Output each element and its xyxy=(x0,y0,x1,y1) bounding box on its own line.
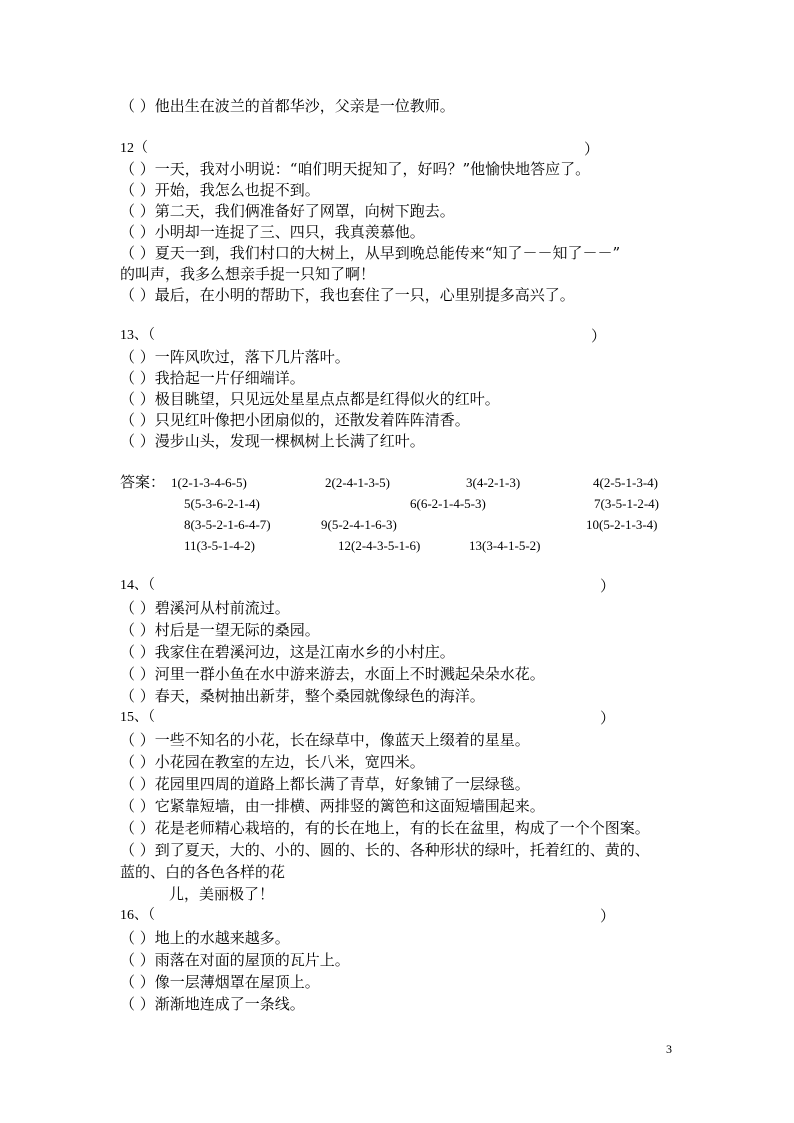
q12-item: （ ）第二天，我们俩准备好了网罩，向树下跑去。 xyxy=(120,202,455,220)
q14-item: （ ）村后是一望无际的桑园。 xyxy=(120,621,320,639)
q12-close-paren: ） xyxy=(584,140,600,158)
answer-item: 5(5-3-6-2-1-4) xyxy=(184,496,260,511)
q15-item: 蓝的、白的各色各样的花 xyxy=(120,863,286,881)
q12-item: （ ）小明却一连捉了三、四只，我真羡慕他。 xyxy=(120,223,425,241)
q15-item: （ ）到了夏天，大的、小的、圆的、长的、各种形状的绿叶，托着红的、黄的、 xyxy=(120,841,650,859)
answers-label: 答案： xyxy=(120,473,166,491)
answer-item: 12(2-4-3-5-1-6) xyxy=(338,538,421,553)
q16-item: （ ）像一层薄烟罩在屋顶上。 xyxy=(120,973,320,991)
answer-item: 4(2-5-1-3-4) xyxy=(593,475,658,490)
answer-item: 13(3-4-1-5-2) xyxy=(469,538,541,553)
q15-item: 儿，美丽极了！ xyxy=(169,885,275,903)
q15-item: （ ）花园里四周的道路上都长满了青草，好象铺了一层绿毯。 xyxy=(120,775,530,793)
intro-line: （ ）他出生在波兰的首都华沙，父亲是一位教师。 xyxy=(120,97,455,115)
answer-item: 10(5-2-1-3-4) xyxy=(586,517,658,532)
q12-item: （ ）开始，我怎么也捉不到。 xyxy=(120,181,320,199)
q14-item: （ ）碧溪河从村前流过。 xyxy=(120,599,290,617)
q16-item: （ ）地上的水越来越多。 xyxy=(120,929,290,947)
q12-item: （ ）一天，我对小明说：“咱们明天捉知了，好吗？”他愉快地答应了。 xyxy=(120,160,591,178)
q14-item: （ ）我家住在碧溪河边，这是江南水乡的小村庄。 xyxy=(120,643,455,661)
q13-item: （ ）我拾起一片仔细端详。 xyxy=(120,369,305,387)
answer-item: 3(4-2-1-3) xyxy=(466,475,521,490)
answer-item: 8(3-5-2-1-6-4-7) xyxy=(184,517,271,532)
q13-item: （ ）漫步山头，发现一棵枫树上长满了红叶。 xyxy=(120,432,425,450)
q16-item: （ ）渐渐地连成了一条线。 xyxy=(120,995,305,1013)
answer-item: 7(3-5-1-2-4) xyxy=(594,496,659,511)
q12-item: 的叫声，我多么想亲手捉一只知了啊！ xyxy=(120,265,376,283)
answer-item: 11(3-5-1-4-2) xyxy=(184,538,255,553)
q15-item: （ ）小花园在教室的左边，长八米，宽四米。 xyxy=(120,753,425,771)
q14-close-paren: ） xyxy=(600,577,616,595)
q16-item: （ ）雨落在对面的屋顶的瓦片上。 xyxy=(120,951,350,969)
q15-label: 15、（ xyxy=(120,710,155,725)
q15-item: （ ）花是老师精心栽培的，有的长在地上，有的长在盆里，构成了一个个图案。 xyxy=(120,819,650,837)
q13-item: （ ）只见红叶像把小团扇似的，还散发着阵阵清香。 xyxy=(120,411,470,429)
q12-item: （ ）夏天一到，我们村口的大树上，从早到晚总能传来“知了－－知了－－” xyxy=(120,244,621,262)
q13-label: 13、（ xyxy=(120,328,155,343)
q15-item: （ ）一些不知名的小花，长在绿草中，像蓝天上缀着的星星。 xyxy=(120,731,530,749)
q15-item: （ ）它紧靠短墙，由一排横、两排竖的篱笆和这面短墙围起来。 xyxy=(120,797,545,815)
q14-item: （ ）春天，桑树抽出新芽，整个桑园就像绿色的海洋。 xyxy=(120,687,485,705)
q13-item: （ ）极目眺望，只见远处星星点点都是红得似火的红叶。 xyxy=(120,390,500,408)
page-number: 3 xyxy=(666,1042,672,1056)
q13-close-paren: ） xyxy=(591,327,607,345)
q14-item: （ ）河里一群小鱼在水中游来游去，水面上不时溅起朵朵水花。 xyxy=(120,665,545,683)
q12-item: （ ）最后，在小明的帮助下，我也套住了一只，心里别提多高兴了。 xyxy=(120,286,575,304)
q12-label: 12（ xyxy=(120,141,148,156)
q15-close-paren: ） xyxy=(600,709,616,727)
answer-item: 6(6-2-1-4-5-3) xyxy=(410,496,486,511)
answer-item: 1(2-1-3-4-6-5) xyxy=(171,475,247,490)
answer-item: 2(2-4-1-3-5) xyxy=(325,475,390,490)
q16-label: 16、（ xyxy=(120,908,155,923)
q14-label: 14、（ xyxy=(120,578,155,593)
q13-item: （ ）一阵风吹过，落下几片落叶。 xyxy=(120,348,350,366)
q16-close-paren: ） xyxy=(600,907,616,925)
answer-item: 9(5-2-4-1-6-3) xyxy=(321,517,397,532)
